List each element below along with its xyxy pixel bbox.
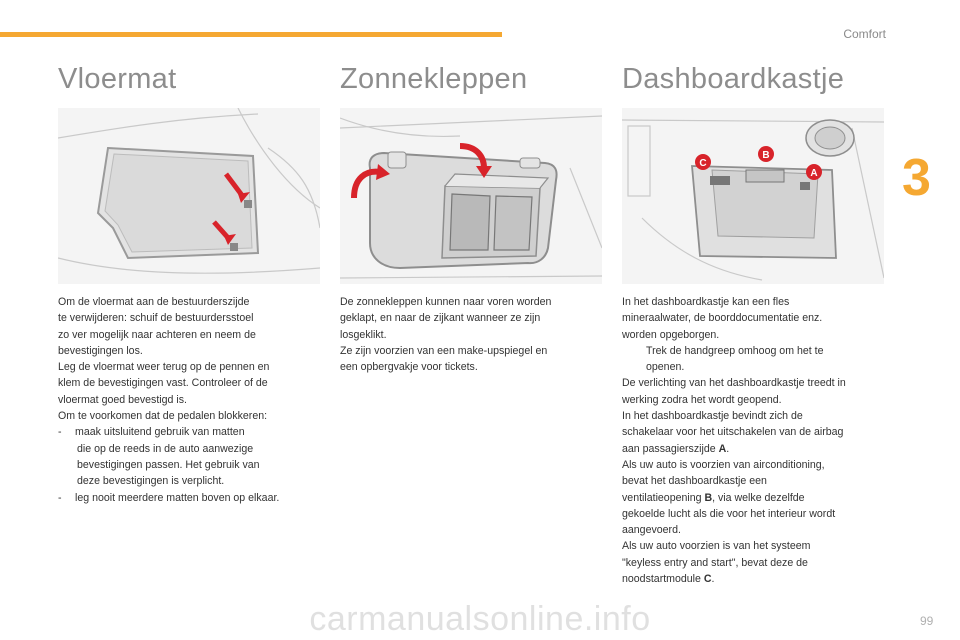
text-line: zo ver mogelijk naar achteren en neem de bbox=[58, 328, 256, 341]
text-line: deze bevestigingen is verplicht. bbox=[77, 475, 225, 488]
sun-visors-title: Zonnekleppen bbox=[340, 63, 528, 95]
text-line: gekoelde lucht als die voor het interieur wordt bbox=[622, 507, 836, 520]
callout-c: C bbox=[699, 158, 707, 169]
sun-visor-illustration bbox=[340, 108, 602, 284]
text-line: te verwijderen: schuif de bestuurdersstoel bbox=[58, 312, 254, 325]
text-line: Om de vloermat aan de bestuurderszijde bbox=[58, 296, 250, 308]
text-line: worden opgeborgen. bbox=[622, 328, 720, 341]
ref-label-c: C bbox=[703, 573, 712, 586]
sun-visors-text bbox=[340, 294, 602, 375]
text-line: "keyless entry and start", bevat deze de bbox=[622, 556, 808, 569]
accent-bar bbox=[0, 32, 502, 37]
dash-bullet: - bbox=[58, 491, 62, 504]
text-line: werking zodra het wordt geopend. bbox=[622, 393, 782, 406]
text-line: geklapt, en naar de zijkant wanneer ze zijn bbox=[340, 312, 541, 325]
callout-b: B bbox=[762, 150, 770, 161]
text-line: bevestigingen los. bbox=[58, 344, 143, 357]
callout-a: A bbox=[810, 168, 818, 179]
floor-mat-title: Vloermat bbox=[58, 63, 177, 95]
text-line: Trek de handgreep omhoog om het te bbox=[646, 344, 824, 357]
text-fragment: , via welke dezelfde bbox=[712, 491, 805, 504]
text-line: Leg de vloermat weer terug op de pennen en bbox=[58, 361, 270, 374]
text-fragment: noodstartmodule bbox=[622, 573, 704, 586]
text-line: losgeklikt. bbox=[340, 328, 387, 341]
text-line: een opbergvakje voor tickets. bbox=[340, 361, 478, 374]
floor-mat-illustration bbox=[58, 108, 320, 284]
text-line: bevat het dashboardkastje een bbox=[622, 475, 767, 488]
dash-bullet: - bbox=[58, 426, 62, 439]
text-line: De verlichting van het dashboardkastje treedt in bbox=[622, 377, 846, 390]
text-line: aangevoerd. bbox=[622, 524, 681, 537]
page-number: 99 bbox=[920, 614, 934, 628]
glovebox-text bbox=[622, 294, 892, 587]
text-fragment: . bbox=[726, 442, 730, 455]
text-fragment: . bbox=[711, 573, 715, 586]
text-line: bevestigingen passen. Het gebruik van bbox=[77, 458, 260, 471]
ref-label-b: B bbox=[704, 491, 713, 504]
text-line: schakelaar voor het uitschakelen van de airbag bbox=[622, 426, 844, 439]
checkmark-icon bbox=[622, 343, 646, 376]
text-line: leg nooit meerdere matten boven op elkaar. bbox=[75, 491, 280, 504]
text-line: In het dashboardkastje bevindt zich de bbox=[622, 410, 803, 423]
glovebox-title: Dashboardkastje bbox=[622, 63, 845, 95]
text-line: klem de bevestigingen vast. Controleer of de bbox=[58, 377, 268, 390]
text-line: De zonnekleppen kunnen naar voren worden bbox=[340, 296, 552, 308]
text-line: Als uw auto voorzien is van het systeem bbox=[622, 540, 811, 553]
chapter-number: 3 bbox=[902, 149, 931, 207]
watermark-text: carmanualsonline.info bbox=[309, 600, 651, 638]
text-line: maak uitsluitend gebruik van matten bbox=[75, 426, 245, 439]
text-line: In het dashboardkastje kan een fles bbox=[622, 296, 790, 308]
glovebox-illustration bbox=[622, 108, 884, 284]
text-line bbox=[622, 441, 892, 457]
list-item bbox=[58, 490, 323, 506]
text-line: Ze zijn voorzien van een make-upspiegel en bbox=[340, 344, 548, 357]
list-item bbox=[58, 424, 323, 489]
list-item bbox=[622, 343, 892, 376]
text-line: Als uw auto is voorzien van airconditioning, bbox=[622, 458, 825, 471]
text-fragment: aan passagierszijde bbox=[622, 442, 719, 455]
text-fragment: ventilatieopening bbox=[622, 491, 705, 504]
section-label: Comfort bbox=[843, 27, 886, 41]
text-line: vloermat goed bevestigd is. bbox=[58, 393, 187, 406]
text-line: mineraalwater, de boorddocumentatie enz. bbox=[622, 312, 823, 325]
text-line bbox=[622, 571, 892, 587]
ref-label-a: A bbox=[718, 442, 727, 455]
text-line bbox=[622, 490, 892, 506]
text-line: openen. bbox=[646, 361, 685, 374]
text-line: die op de reeds in de auto aanwezige bbox=[77, 442, 254, 455]
text-line: Om te voorkomen dat de pedalen blokkeren: bbox=[58, 410, 268, 423]
floor-mat-text bbox=[58, 294, 323, 506]
